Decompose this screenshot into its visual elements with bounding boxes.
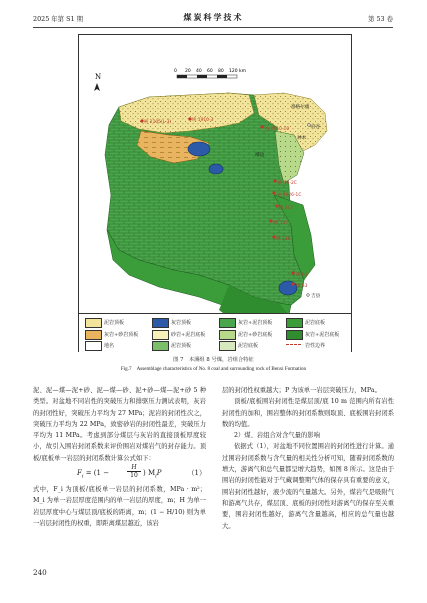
place-marker-jixian	[307, 294, 310, 297]
journal-volume: 第 53 卷	[368, 15, 393, 23]
header-rule	[33, 27, 393, 28]
geology-map	[79, 35, 351, 351]
place-marker-fugu	[308, 124, 311, 127]
right-para-2: 顶板/底板围岩封闭性是煤层顶/底 10 m 范围内所有岩性封闭性的加和，围岩整体的封闭系数则取顶、底板围岩封闭系数的均值。	[222, 398, 394, 428]
right-subheading: 2）煤、岩组合对含气量的影响	[234, 432, 320, 440]
journal-issue: 2025 年第 S1 期	[33, 15, 83, 23]
well-label-10: 统 63	[296, 284, 308, 289]
north-label: N	[95, 73, 102, 81]
scale-tick-4: 80	[218, 69, 224, 74]
scale-tick-0: 0	[174, 69, 177, 74]
place-zhunge: 准格尔旗	[291, 105, 310, 110]
place-jingbian: 靖边	[255, 153, 265, 158]
right-para-3: 依据式（1），对盆地不同位置围岩的封闭性进行计算。通过围岩封闭系数与含气量的相关性分析可知，随着封闭系数的增大，游离气和总气量都呈增大趋势，如图 8 所示。这是由于围岩的封闭性能对于气藏调整期气体的保存具有重要的意义，围岩封闭性越好，液少流的气量越大。另外，煤岩气是吸附气和游离气共存，煤层顶、底板的封闭性对游离气的保存至关重要，围岩封闭性越好，游离气含量越高，相应的总气量也越大。	[222, 443, 394, 530]
well-label-9: 统 61	[296, 273, 308, 278]
figure-caption-cn: 图 7 本溪组 8 号煤，岩组合特征	[173, 357, 254, 363]
formula-lhs: $F_i = (1$ −	[77, 469, 110, 480]
right-para-1: 层的封闭性权重越大；P 为该单一岩层突破压力，MPa。	[222, 387, 381, 394]
scale-tick-1: 20	[185, 69, 191, 74]
left-para-2: 式中，F_i 为顶板/底板单一岩层的封闭系数，MPa · m²；M_i 为单一岩层厚度范围内的单一岩层的厚度，m；H 为单一岩层厚度中心与煤层顶/底板的距离，m；(1 − H/10) 则为单一岩层封闭性的权重，即距离煤层越近，该岩	[33, 486, 206, 527]
formula-fraction: H 10	[127, 464, 141, 479]
well-label-3: 统 2010-10	[265, 127, 290, 132]
well-label-4: 统 58-2C	[278, 181, 297, 186]
well-label-6: 统 2C?	[279, 206, 293, 211]
scale-bar	[174, 68, 246, 78]
well-label-7: 统 11?	[274, 221, 288, 226]
formula-rhs: ) $M_iP$	[143, 469, 162, 480]
place-fugu: 府谷	[311, 125, 321, 130]
well-label-5: 统 2626-1C	[277, 193, 302, 198]
figure-caption-en: Fig.7 Assemblage characteristics of No. 8 coal and surrounding rock of Benxi Formation	[120, 366, 307, 372]
formula-1	[33, 464, 206, 484]
page-number: 240	[33, 568, 47, 577]
place-jixian: 吉县	[311, 294, 321, 299]
limestone-roof-patch-north	[188, 142, 210, 156]
well-label-2: 统 1910-3	[192, 118, 214, 123]
left-para-1: 泥、泥—煤—泥+砂、泥—煤—砂、泥+砂—煤—泥+砂 5 种类型。对盆地不同岩性的突破压力和排驱压力测试表明，灰岩的封闭性好，突破压力平均为 27 MPa；泥岩的封闭性次之，突破压力平均为 22 MPa，致密砂岩的封闭性最差，突破压力平均为 11 MPa。考虑到部分煤层与灰岩的直接顶板厚度较小，故引入围岩封闭系数来评价围岩对煤岩气的封存能力。顶板/底板单一岩层的封闭系数计算公式如下：	[33, 387, 206, 462]
scale-tick-5: 120 km	[229, 69, 247, 74]
scale-tick-3: 60	[207, 69, 213, 74]
legend: 泥岩顶板 灰岩顶板 灰岩+泥岩顶板 泥岩底板 灰岩+砂岩顶板 砂岩+泥岩底板 泥岩+砂岩底板 灰岩+泥岩底板 地名 泥岩顶板 泥岩底板 岩性边界	[79, 313, 351, 352]
well-label-1: 统 2105(L-3)	[144, 120, 172, 125]
well-label-8: 统 138	[276, 237, 291, 242]
formula-number: （1）	[187, 469, 206, 478]
north-arrow-icon	[94, 83, 100, 91]
scale-tick-2: 40	[196, 69, 202, 74]
journal-title: 煤炭科学技术	[183, 12, 244, 22]
left-column	[33, 385, 206, 529]
place-shenmu: 神木	[297, 136, 307, 141]
limestone-roof-patch-mid	[209, 164, 223, 174]
figure-frame	[78, 34, 352, 352]
right-column	[222, 385, 394, 532]
